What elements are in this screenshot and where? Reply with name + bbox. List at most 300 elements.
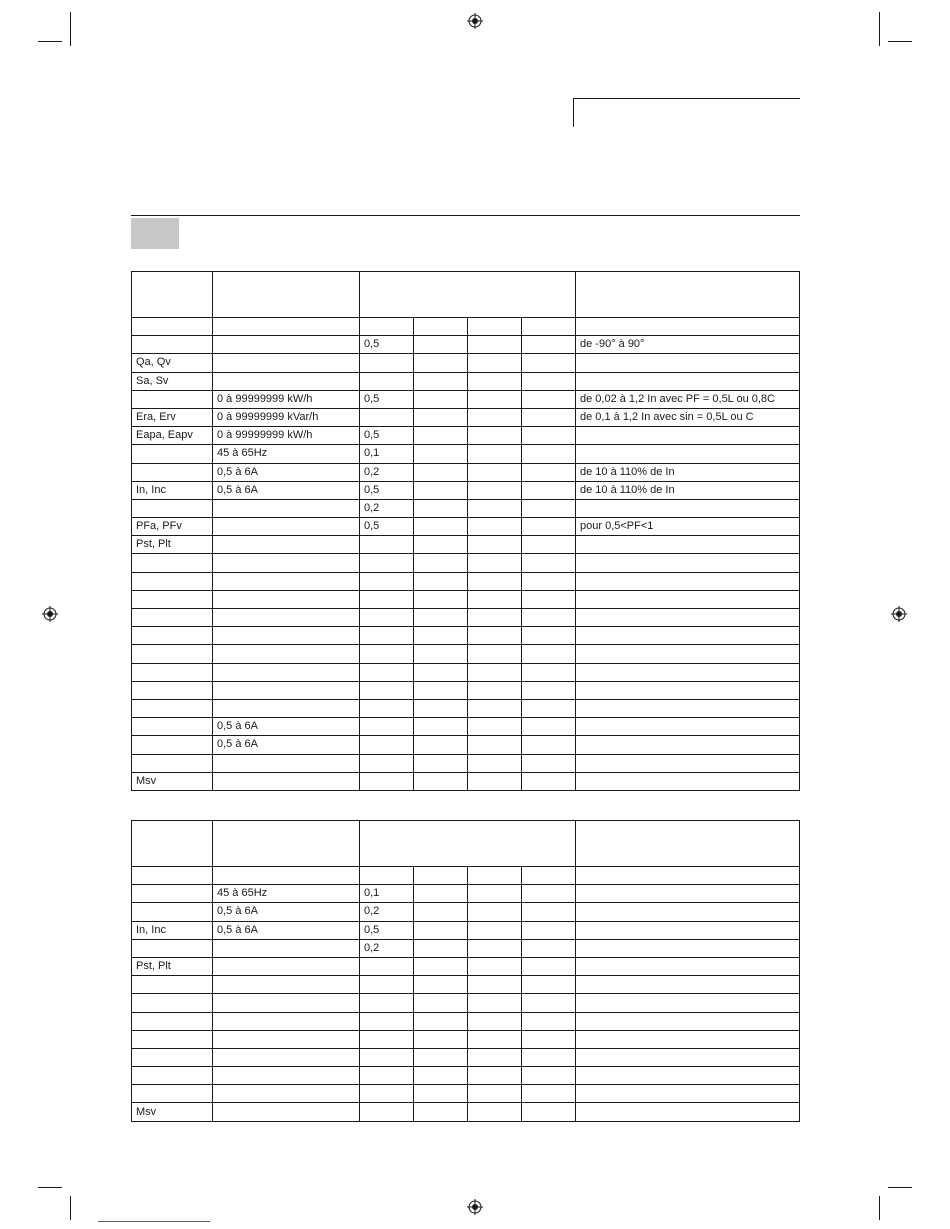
table-row [132,994,800,1012]
header-cell [576,272,800,318]
table-row [132,867,800,885]
table-cell [213,867,360,885]
table-cell [360,590,414,608]
table-cell [522,427,576,445]
table-cell [414,903,468,921]
crop-mark [70,12,71,46]
table-cell [576,627,800,645]
table-cell [522,903,576,921]
table-cell [414,681,468,699]
table-cell: Msv [132,772,213,790]
table-row [132,976,800,994]
table-row [132,645,800,663]
table-header-row [132,272,800,318]
table-cell [360,736,414,754]
table-cell [360,609,414,627]
table-cell [414,1103,468,1121]
table-cell: 0,5 à 6A [213,903,360,921]
registration-mark-icon [467,1199,483,1215]
footer-link-underline [98,1221,210,1222]
table-cell: Pst, Plt [132,536,213,554]
table-cell [576,736,800,754]
table-cell [414,921,468,939]
table-cell [360,354,414,372]
table-cell [522,572,576,590]
table-cell [522,645,576,663]
table-cell [576,867,800,885]
table-cell [468,463,522,481]
table-cell [132,1012,213,1030]
table-cell [522,481,576,499]
table-row [132,681,800,699]
table-cell [360,572,414,590]
table-cell [576,609,800,627]
table-cell [522,499,576,517]
table-cell [213,1103,360,1121]
table-cell [213,518,360,536]
table-cell [576,1048,800,1066]
table-cell [213,627,360,645]
table-cell [468,536,522,554]
table-cell [414,663,468,681]
crop-mark [888,41,912,42]
table-row [132,1030,800,1048]
table-cell [213,772,360,790]
table-cell [522,1067,576,1085]
table-cell [213,994,360,1012]
table-cell [468,1012,522,1030]
table-cell [522,518,576,536]
table-row [132,354,800,372]
header-cell [360,272,576,318]
table-cell [132,390,213,408]
registration-mark-icon [42,606,58,622]
table-cell [360,867,414,885]
table-cell: 0,5 à 6A [213,921,360,939]
table-cell [414,445,468,463]
table-cell [576,681,800,699]
table-row [132,336,800,354]
table-cell [132,445,213,463]
table-cell [414,572,468,590]
table-cell [576,590,800,608]
crop-mark [879,12,880,46]
table-cell [414,645,468,663]
table-cell [522,957,576,975]
table-cell [576,718,800,736]
table-cell [468,754,522,772]
table-cell [360,772,414,790]
registration-mark-icon [891,606,907,622]
table-cell [522,921,576,939]
table-cell [522,885,576,903]
header-cell [213,272,360,318]
table-cell [468,1085,522,1103]
table-cell [360,1048,414,1066]
table-cell [522,718,576,736]
table-cell [522,867,576,885]
crop-mark [38,41,62,42]
table-cell [360,627,414,645]
table-cell [576,1067,800,1085]
section-divider [131,215,800,216]
table-cell [213,663,360,681]
table-cell [414,372,468,390]
table-cell [468,354,522,372]
table-cell [213,1012,360,1030]
table-cell: de 0,1 à 1,2 In avec sin = 0,5L ou C [576,408,800,426]
table-row [132,427,800,445]
table-cell [360,681,414,699]
table-cell [213,372,360,390]
table-cell [132,609,213,627]
header-cell [132,821,213,867]
table-cell: Sa, Sv [132,372,213,390]
table-row [132,1067,800,1085]
table-cell [414,627,468,645]
table-cell [522,976,576,994]
table-cell [132,590,213,608]
table-cell [522,939,576,957]
table-cell [522,1085,576,1103]
table-cell [360,1030,414,1048]
table-row [132,1048,800,1066]
table-cell [213,572,360,590]
table-cell [414,318,468,336]
table-cell [468,590,522,608]
table-cell [522,736,576,754]
table-cell [414,699,468,717]
table-row [132,408,800,426]
table-cell [414,1048,468,1066]
table-cell [360,1085,414,1103]
table-cell [576,921,800,939]
table-cell [522,1030,576,1048]
table-cell [468,481,522,499]
table-cell [132,1030,213,1048]
table-cell [576,572,800,590]
table-cell [576,499,800,517]
table-cell [132,885,213,903]
table-cell [213,1030,360,1048]
table-cell [213,976,360,994]
table-cell [522,536,576,554]
table-cell [576,1030,800,1048]
table-cell [414,1030,468,1048]
table-cell [360,536,414,554]
table-cell: 0,5 [360,390,414,408]
table-cell [132,699,213,717]
table-row [132,772,800,790]
table-cell: 45 à 65Hz [213,885,360,903]
table-cell [414,957,468,975]
table-cell [132,336,213,354]
table-cell [414,499,468,517]
table-cell [213,336,360,354]
table-row [132,590,800,608]
table-cell [576,1085,800,1103]
table-cell: 0,2 [360,463,414,481]
table-cell [360,1067,414,1085]
table-cell [522,772,576,790]
table-cell [468,736,522,754]
table-cell [132,627,213,645]
crop-mark [888,1187,912,1188]
table-cell [213,1067,360,1085]
table-cell [360,754,414,772]
table-cell [213,499,360,517]
table-cell: de 10 à 110% de In [576,463,800,481]
table-cell [522,1012,576,1030]
table-cell [132,663,213,681]
table-cell [213,590,360,608]
crop-mark [38,1187,62,1188]
table-cell [213,554,360,572]
table-cell: 45 à 65Hz [213,445,360,463]
table-cell [468,427,522,445]
table-cell [132,1085,213,1103]
table-row [132,718,800,736]
table-cell [360,663,414,681]
table-cell [576,445,800,463]
table-cell [414,1085,468,1103]
table-cell [522,354,576,372]
table-cell [576,372,800,390]
table-cell [414,994,468,1012]
table-cell [132,736,213,754]
table-cell: 0,2 [360,939,414,957]
table-row [132,481,800,499]
table-row [132,518,800,536]
table-cell [360,408,414,426]
table-cell [132,994,213,1012]
table-cell [414,336,468,354]
table-cell [414,354,468,372]
table-cell [576,1103,800,1121]
table-cell [360,699,414,717]
specifications-table-1 [131,271,800,791]
table-cell [522,699,576,717]
table-cell [414,736,468,754]
table-cell [132,681,213,699]
table-cell [360,1012,414,1030]
registration-mark-icon [467,13,483,29]
table-cell: Qa, Qv [132,354,213,372]
table-cell [468,1103,522,1121]
table-cell: In, Inc [132,921,213,939]
table-cell [468,1067,522,1085]
table-row [132,1103,800,1121]
table-cell [360,554,414,572]
table-cell: 0,5 à 6A [213,736,360,754]
table-row [132,372,800,390]
table-cell [468,772,522,790]
table-cell: Eapa, Eapv [132,427,213,445]
table-cell [414,554,468,572]
table-cell [360,957,414,975]
table-cell [213,957,360,975]
table-cell [132,903,213,921]
table-cell: 0,5 [360,518,414,536]
table-cell [414,939,468,957]
table-cell [468,994,522,1012]
table-cell [468,718,522,736]
table-cell [213,536,360,554]
table-cell [414,481,468,499]
table-cell [468,372,522,390]
table-cell: In, Inc [132,481,213,499]
table-cell: PFa, PFv [132,518,213,536]
table-cell [522,590,576,608]
table-row [132,736,800,754]
table-row [132,499,800,517]
table-cell: de 0,02 à 1,2 In avec PF = 0,5L ou 0,8C [576,390,800,408]
table-cell [213,1048,360,1066]
table-row [132,536,800,554]
table-cell [414,609,468,627]
table-cell [360,372,414,390]
table-cell [132,939,213,957]
table-cell: 0,5 [360,481,414,499]
table-cell [576,957,800,975]
table-cell [576,772,800,790]
table-cell [360,318,414,336]
table-cell [132,867,213,885]
table-cell: Pst, Plt [132,957,213,975]
header-cell [213,821,360,867]
table-cell: 0,5 [360,921,414,939]
table-cell [414,1012,468,1030]
table-cell [132,554,213,572]
table-cell [522,754,576,772]
table-cell [522,627,576,645]
table-cell [522,1048,576,1066]
table-cell: de 10 à 110% de In [576,481,800,499]
table-cell [414,976,468,994]
table-row [132,445,800,463]
table-row [132,921,800,939]
table-cell: 0,2 [360,499,414,517]
table-cell [468,939,522,957]
table-cell [522,336,576,354]
header-cell [132,272,213,318]
crop-mark [879,1196,880,1220]
table-cell: pour 0,5<PF<1 [576,518,800,536]
table-cell [468,645,522,663]
table-cell [414,463,468,481]
table-cell [576,645,800,663]
table-cell [468,554,522,572]
table-cell [576,427,800,445]
table-cell [213,1085,360,1103]
table-row [132,318,800,336]
table-cell [468,681,522,699]
table-cell [468,663,522,681]
table-row [132,885,800,903]
table-header-row [132,821,800,867]
table-cell: 0 à 99999999 kW/h [213,427,360,445]
table-cell [522,408,576,426]
table-cell [468,518,522,536]
table-cell [414,754,468,772]
table-cell: 0,5 [360,427,414,445]
table-cell [360,994,414,1012]
table-cell: 0,1 [360,885,414,903]
table-cell [132,718,213,736]
table-cell [522,1103,576,1121]
table-cell [576,994,800,1012]
table-cell [522,994,576,1012]
table-row [132,572,800,590]
table-cell [468,867,522,885]
table-cell: 0,5 à 6A [213,718,360,736]
table-cell [468,976,522,994]
table-row [132,754,800,772]
table-cell: 0,5 à 6A [213,463,360,481]
table-cell [468,699,522,717]
table-row [132,939,800,957]
table-cell: 0,5 [360,336,414,354]
table-cell: 0,5 à 6A [213,481,360,499]
table-row [132,663,800,681]
table-cell [468,921,522,939]
table-cell [522,372,576,390]
specifications-table-2 [131,820,800,1122]
table-cell [576,939,800,957]
header-cell [360,821,576,867]
table-cell [468,885,522,903]
table-row [132,957,800,975]
table-cell: Msv [132,1103,213,1121]
table-cell: 0,1 [360,445,414,463]
table-cell [576,1012,800,1030]
table-cell [414,590,468,608]
table-row [132,390,800,408]
table-cell [414,772,468,790]
table-cell [576,554,800,572]
table-cell [360,718,414,736]
table-cell [468,572,522,590]
table-cell [522,681,576,699]
table-cell [213,939,360,957]
table-cell [522,463,576,481]
table-cell [576,536,800,554]
table-row [132,1012,800,1030]
header-cell [576,821,800,867]
table-row [132,627,800,645]
table-cell [468,903,522,921]
table-cell [576,318,800,336]
table-cell [468,390,522,408]
table-cell [414,518,468,536]
table-cell [468,1048,522,1066]
table-cell [468,499,522,517]
table-cell [468,627,522,645]
table-cell [522,445,576,463]
table-cell [213,681,360,699]
table-cell [468,957,522,975]
table-cell [468,609,522,627]
section-tab-marker [131,218,179,249]
table-cell [522,390,576,408]
table-cell [414,536,468,554]
table-cell [468,1030,522,1048]
table-cell [213,354,360,372]
table-row [132,554,800,572]
table-cell [414,867,468,885]
table-cell [414,408,468,426]
table-cell: de -90° à 90° [576,336,800,354]
